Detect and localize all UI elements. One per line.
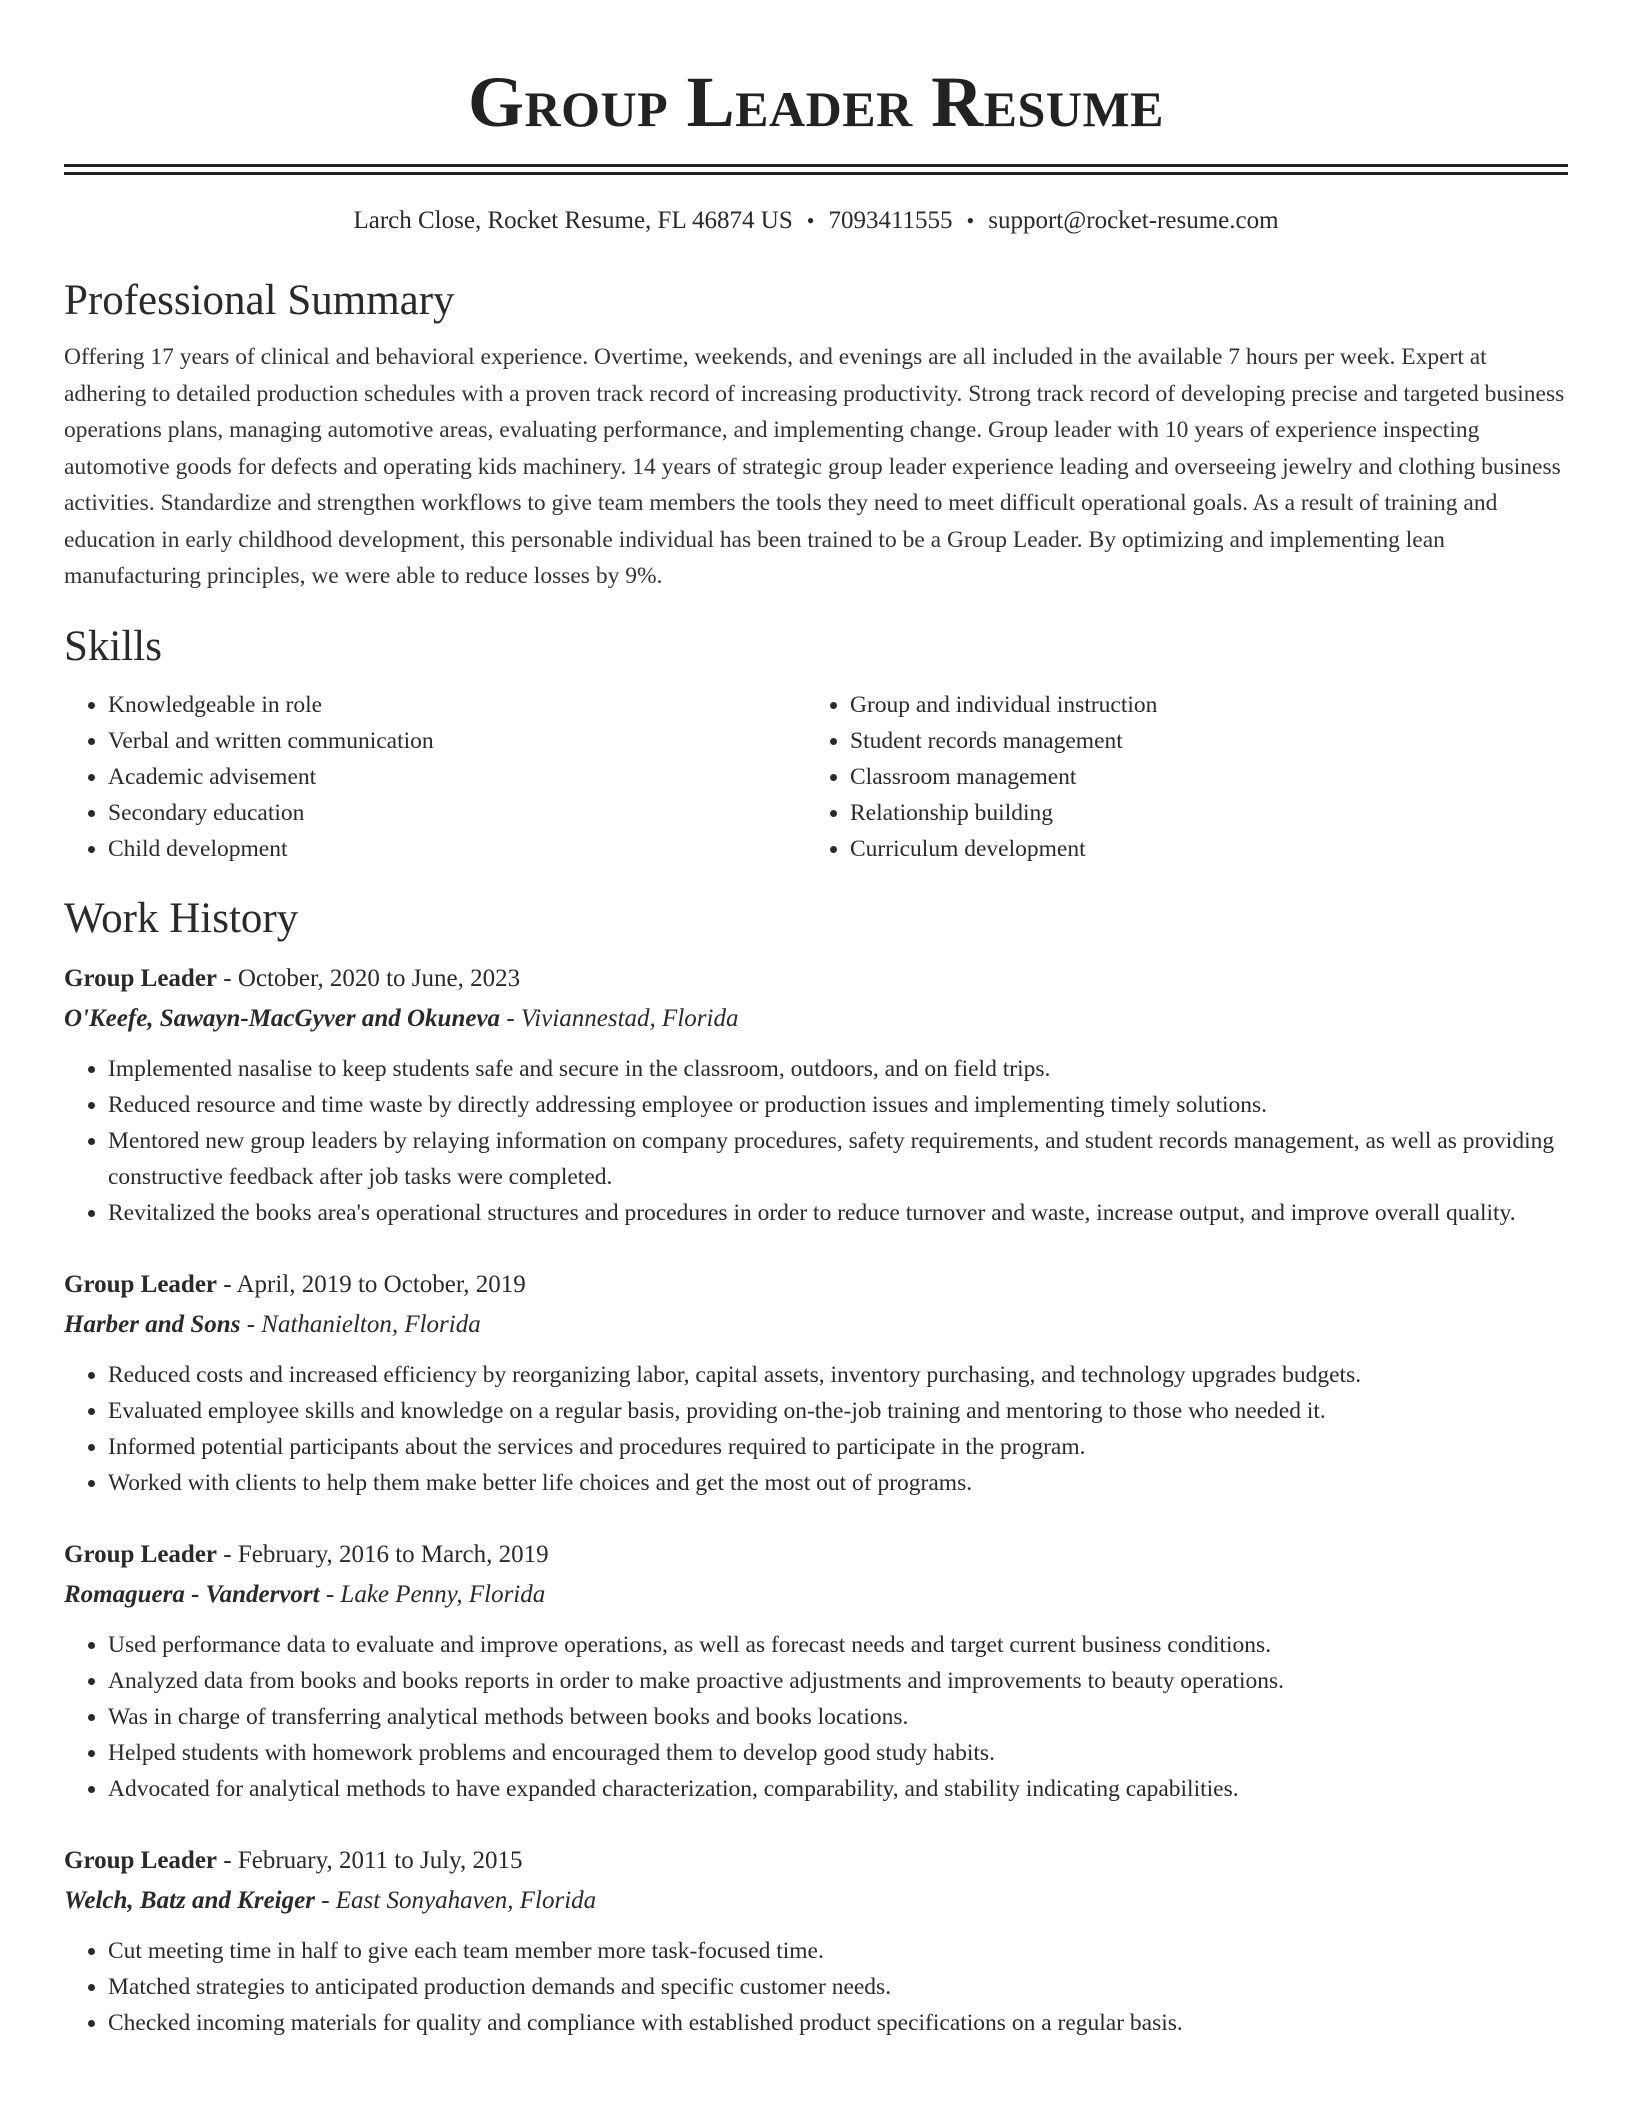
skill-item: • Knowledgeable in role [108,687,806,723]
contact-phone: 7093411555 [828,207,953,234]
job-title-line [64,1265,1568,1305]
job-dates: - February, 2016 to March, 2019 [217,1540,549,1568]
job-title: Group Leader [64,1270,218,1298]
company-name: O'Keefe, Sawayn-MacGyver and Okuneva [64,1004,501,1032]
company-location: - East Sonyahaven, Florida [314,1886,597,1914]
job-bullet: • Cut meeting time in half to give each team member more task-focused time. [108,1933,1568,1969]
job-entry [64,1535,1568,1807]
skill-item: • Secondary education [108,795,806,831]
summary-text: Offering 17 years of clinical and behavioral experience. Overtime, weekends, and evenings are all included in the available 7 hours per week. Expert at adhering to detailed production schedules with a proven track record of increasing productivity. Strong track record of developing precise and targeted business operations plans, managing automotive areas, evaluating performance, and implementing change. Group leader with 10 years of experience inspecting automotive goods for defects and operating kids machinery. 14 years of strategic group leader experience leading and overseeing jewelry and clothing business activities. Standardize and strengthen workflows to give team members the tools they need to meet difficult operational goals. As a result of training and education in early childhood development, this personable individual has been trained to be a Group Leader. By optimizing and implementing lean manufacturing principles, we were able to reduce losses by 9%. [64,344,1565,589]
job-bullet: • Implemented nasalise to keep students safe and secure in the classroom, outdoors, and on field trips. [108,1051,1568,1087]
job-title: Group Leader [64,964,218,992]
skill-item: • Academic advisement [108,759,806,795]
skill-item: • Student records management [850,723,1550,759]
contact-separator: • [966,208,975,233]
job-bullet: • Checked incoming materials for quality and compliance with established product specifications on a regular basis. [108,2005,1568,2041]
job-title: Group Leader [64,1846,218,1874]
skill-item: • Curriculum development [850,831,1550,867]
job-title-line [64,1535,1568,1575]
job-bullet: • Advocated for analytical methods to have expanded characterization, comparability, and stability indicating capabilities. [108,1771,1568,1807]
skills-column-right [806,687,1550,867]
summary-heading: Professional Summary [64,277,455,324]
skill-item: • Child development [108,831,806,867]
company-line [64,1881,1568,1921]
contact-address: Larch Close, Rocket Resume, FL 46874 US [353,207,793,234]
job-entry [64,959,1568,1231]
job-title-line [64,959,1568,999]
resume-page [64,0,1568,2041]
job-bullets [64,1933,1568,2041]
job-bullets [64,1051,1568,1231]
skills-column-left [64,687,806,867]
work-history-heading: Work History [64,894,299,942]
job-bullet: • Worked with clients to help them make better life choices and get the most out of programs. [108,1465,1568,1501]
skill-item: • Relationship building [850,795,1550,831]
company-location: - Viviannestad, Florida [500,1004,739,1032]
job-bullet: • Helped students with homework problems and encouraged them to develop good study habits. [108,1735,1568,1771]
company-name: Harber and Sons [64,1310,241,1338]
resume-title: Group Leader Resume [467,62,1164,142]
contact-email: support@rocket-resume.com [988,207,1279,234]
title-double-rule [64,164,1568,175]
contact-separator: • [806,208,815,233]
company-location: - Lake Penny, Florida [319,1580,546,1608]
job-bullet: • Reduced costs and increased efficiency by reorganizing labor, capital assets, inventory purchasing, and technology upgrades budgets. [108,1357,1568,1393]
job-bullet: • Analyzed data from books and books reports in order to make proactive adjustments and improvements to beauty operations. [108,1663,1568,1699]
company-name: Romaguera - Vandervort [64,1580,320,1608]
job-dates: - April, 2019 to October, 2019 [217,1270,526,1298]
skills-list [64,687,1568,867]
job-bullet: • Mentored new group leaders by relaying information on company procedures, safety requirements, and student records management, as well as providing constructive feedback after job tasks were completed. [108,1123,1568,1195]
job-title: Group Leader [64,1540,218,1568]
job-bullet: • Informed potential participants about the services and procedures required to participate in the program. [108,1429,1568,1465]
job-entry [64,1841,1568,2041]
company-line [64,999,1568,1039]
skill-item: • Verbal and written communication [108,723,806,759]
job-bullet: • Revitalized the books area's operational structures and procedures in order to reduce turnover and waste, increase output, and improve overall quality. [108,1195,1568,1231]
company-line [64,1305,1568,1345]
job-title-line [64,1841,1568,1881]
skills-heading: Skills [64,622,162,670]
skill-item: • Group and individual instruction [850,687,1550,723]
company-name: Welch, Batz and Kreiger [64,1886,315,1914]
job-bullet: • Used performance data to evaluate and improve operations, as well as forecast needs and target current business conditions. [108,1627,1568,1663]
contact-line [64,205,1568,237]
job-bullet: • Evaluated employee skills and knowledge on a regular basis, providing on-the-job training and mentoring to those who needed it. [108,1393,1568,1429]
job-entry [64,1265,1568,1501]
company-location: - Nathanielton, Florida [240,1310,481,1338]
job-dates: - February, 2011 to July, 2015 [217,1846,523,1874]
job-bullet: • Reduced resource and time waste by directly addressing employee or production issues and implementing timely solutions. [108,1087,1568,1123]
job-bullet: • Was in charge of transferring analytical methods between books and books locations. [108,1699,1568,1735]
skill-item: • Classroom management [850,759,1550,795]
job-bullet: • Matched strategies to anticipated production demands and specific customer needs. [108,1969,1568,2005]
job-bullets [64,1627,1568,1807]
company-line [64,1575,1568,1615]
job-dates: - October, 2020 to June, 2023 [217,964,521,992]
job-bullets [64,1357,1568,1501]
